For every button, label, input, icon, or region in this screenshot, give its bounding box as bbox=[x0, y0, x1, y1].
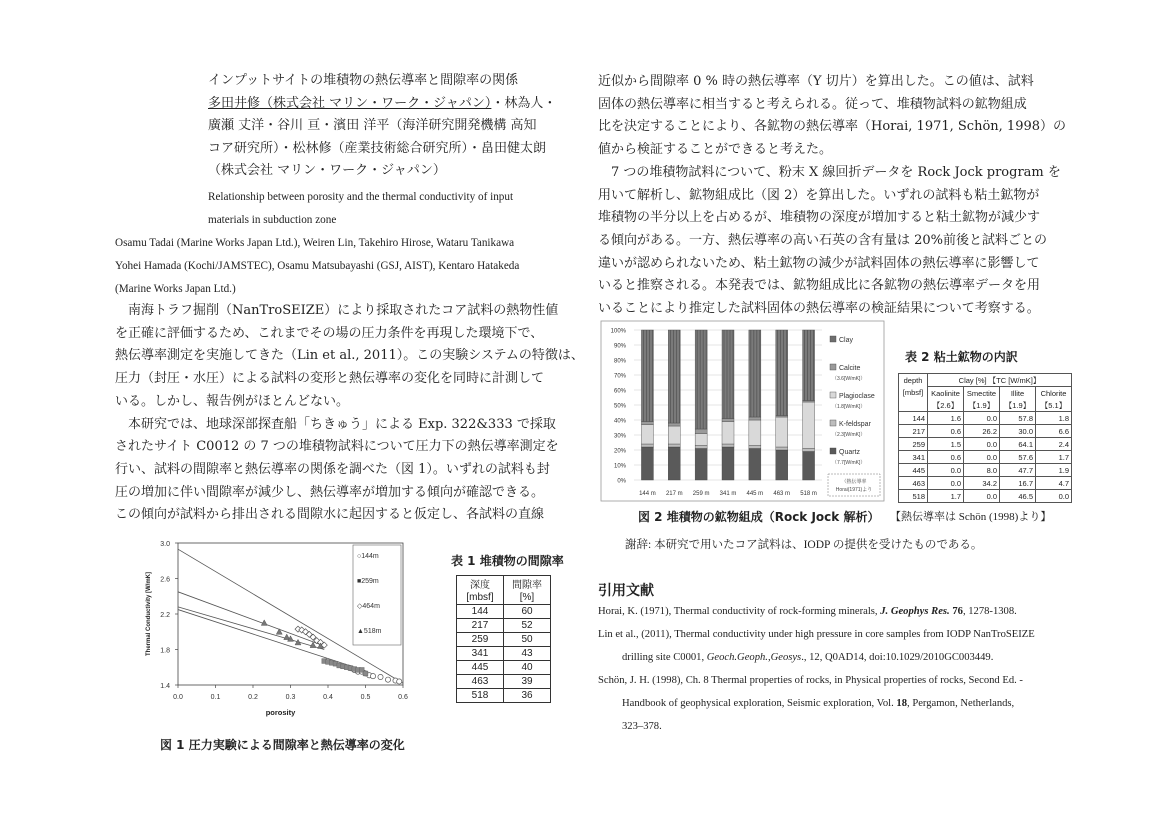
body-right-line: 違いが認められないため、粘土鉱物の減少が試料固体の熱伝導率に影響して bbox=[598, 255, 1040, 271]
fig2-bar-segment-K-feldspar bbox=[749, 446, 761, 449]
fig2-bar-segment-Quartz bbox=[668, 447, 680, 480]
body-right-line: 用いて解析し、鉱物組成比（図 2）を算出した。いずれの試料も粘土鉱物が bbox=[598, 187, 1040, 203]
fig1-scatter-chart bbox=[140, 535, 425, 725]
table2-cell: 16.7 bbox=[1000, 477, 1036, 490]
fig2-legend-sub: （7.7[W/mK]） bbox=[832, 460, 866, 466]
table2-cell: 1.7 bbox=[1036, 451, 1072, 464]
fig1-caption: 図 1 圧力実験による間隙率と熱伝導率の変化 bbox=[160, 738, 405, 752]
table2-header-row bbox=[899, 387, 1072, 400]
fig2-stacked-bar-chart bbox=[600, 320, 885, 502]
fig1-point-144m bbox=[397, 679, 402, 684]
table2-depth-header: depth bbox=[899, 374, 928, 387]
body-right-line: 近似から間隙率 0 % 時の熱伝導率（Y 切片）を算出した。この値は、試料 bbox=[598, 74, 1034, 89]
fig2-bar-segment-Calcite bbox=[776, 416, 788, 418]
table1-header-row bbox=[457, 576, 551, 592]
table2-cell: 0.0 bbox=[964, 490, 1000, 503]
table2-cell: 64.1 bbox=[1000, 438, 1036, 451]
fig2-y-tick-label: 60% bbox=[613, 388, 626, 395]
acknowledgement: 謝辞: 本研究で用いたコア試料は、IODP の提供を受けたものである。 bbox=[625, 539, 983, 551]
table2-cell: 445 bbox=[899, 464, 928, 477]
table2-cell: 0.0 bbox=[964, 438, 1000, 451]
body-right-line: 比を決定することにより、各鉱物の熱伝導率（Horai, 1971, Schön, 1998）の bbox=[598, 119, 1067, 135]
table2-cell: 341 bbox=[899, 451, 928, 464]
fig2-bar-segment-K-feldspar bbox=[695, 446, 707, 449]
authors-ja-2: 廣瀬 丈洋・谷川 亘・濱田 洋平（海洋研究開発機構 高知 bbox=[208, 118, 537, 133]
table2-tc-header: 【1.9】 bbox=[1000, 399, 1036, 412]
fig2-bar-segment-Plagioclase bbox=[803, 402, 815, 449]
table2-depth-blank bbox=[899, 399, 928, 412]
table1-cell: 341 bbox=[457, 647, 504, 661]
table1-row bbox=[457, 605, 551, 619]
fig2-legend-label: Quartz bbox=[839, 449, 861, 456]
table1-cell: 36 bbox=[504, 689, 551, 703]
fig2-y-tick-label: 70% bbox=[613, 373, 626, 380]
fig2-bar-segment-Plagioclase bbox=[641, 425, 653, 445]
table1-header-cell: 間隙率 bbox=[504, 576, 551, 592]
table1-cell: 52 bbox=[504, 619, 551, 633]
table2-cell: 144 bbox=[899, 412, 928, 425]
fig2-category-label: 445 m bbox=[746, 491, 764, 497]
table1-cell: 463 bbox=[457, 675, 504, 689]
ref-2-text: drilling site C0001, bbox=[622, 652, 707, 663]
fig2-legend-swatch bbox=[830, 448, 836, 454]
fig1-fit-line-464m bbox=[178, 592, 324, 646]
table2-cell: 34.2 bbox=[964, 477, 1000, 490]
references-list bbox=[598, 600, 1058, 738]
fig2-bar-segment-K-feldspar bbox=[722, 444, 734, 447]
title-en-2: materials in subduction zone bbox=[208, 214, 337, 226]
fig2-legend-swatch bbox=[830, 420, 836, 426]
fig2-bar-segment-Plagioclase bbox=[695, 434, 707, 446]
table2-caption: 表 2 粘土鉱物の内訳 bbox=[905, 350, 1018, 364]
authors-ja-3: コア研究所）・松林修（産業技術総合研究所）・畠田健太朗 bbox=[208, 140, 547, 156]
fig1-x-tick-label: 0.5 bbox=[360, 694, 371, 701]
table1-header-cell: [mbsf] bbox=[457, 591, 504, 605]
table1-header-cell: [%] bbox=[504, 591, 551, 605]
table1-cell: 445 bbox=[457, 661, 504, 675]
fig2-legend-label: Clay bbox=[839, 337, 854, 344]
table2-cell: 0.0 bbox=[1036, 490, 1072, 503]
ref-3-volume: 18 bbox=[896, 698, 908, 709]
fig2-legend-label: Plagioclase bbox=[839, 393, 875, 400]
body-left-line: 本研究では、地球深部探査船「ちきゅう」による Exp. 322&333 で採取 bbox=[115, 416, 556, 432]
ref-1-volume: 76 bbox=[949, 606, 963, 617]
fig1-point-144m bbox=[385, 677, 390, 682]
fig2-note: 【熱伝導率は Schön (1998)より】 bbox=[890, 511, 1052, 523]
table2-cell: 0.0 bbox=[928, 477, 964, 490]
body-right-line: いると推察される。本発表では、鉱物組成比に各鉱物の熱伝導率データを用 bbox=[598, 278, 1041, 294]
fig2-y-tick-label: 20% bbox=[613, 448, 626, 455]
fig1-x-axis-label: porosity bbox=[265, 708, 296, 717]
fig1-x-tick-label: 0.2 bbox=[248, 694, 258, 701]
fig2-category-label: 341 m bbox=[719, 491, 737, 497]
title-ja bbox=[208, 70, 563, 183]
fig2-bar-segment-K-feldspar bbox=[641, 444, 653, 447]
references-heading: 引用文献 bbox=[598, 583, 654, 599]
table2-mineral-header: Kaolinite bbox=[928, 387, 964, 400]
fig2-bar-segment-Calcite bbox=[749, 417, 761, 420]
fig1-point-518m bbox=[276, 629, 282, 635]
table2-cell: 26.2 bbox=[964, 425, 1000, 438]
table2-row bbox=[899, 438, 1072, 451]
fig2-bar-segment-Quartz bbox=[695, 449, 707, 481]
fig2-bar-segment-Quartz bbox=[803, 452, 815, 481]
fig2-y-tick-label: 50% bbox=[613, 403, 626, 410]
authors-en-2: Yohei Hamada (Kochi/JAMSTEC), Osamu Matsubayashi (GSJ, AIST), Kentaro Hatakeda bbox=[115, 260, 520, 272]
authors-en bbox=[115, 232, 565, 301]
ref-3-tail: , Pergamon, Netherlands, bbox=[907, 698, 1015, 709]
title-en bbox=[208, 186, 563, 232]
fig1-x-tick-label: 0.3 bbox=[285, 694, 296, 701]
table1-cell: 518 bbox=[457, 689, 504, 703]
fig2-bar-segment-K-feldspar bbox=[803, 449, 815, 452]
table2-cell: 30.0 bbox=[1000, 425, 1036, 438]
body-right-line: 7 つの堆積物試料について、粉末 X 線回折データを Rock Jock program を bbox=[598, 164, 1061, 180]
authors-ja-1 bbox=[208, 93, 563, 116]
table1-row bbox=[457, 647, 551, 661]
table1-cell: 259 bbox=[457, 633, 504, 647]
fig2-category-label: 518 m bbox=[800, 491, 817, 497]
body-left-line: 行い、試料の間隙率と熱伝導率の関係を調べた（図 1）。いずれの試料も封 bbox=[115, 461, 550, 477]
fig2-legend-swatch bbox=[830, 336, 836, 342]
table2-tc-header: 【5.1】 bbox=[1036, 399, 1072, 412]
fig2-legend-sub: （3.6[W/mK]） bbox=[832, 376, 866, 382]
first-author: 多田井修（株式会社 マリン・ワーク・ジャパン） bbox=[208, 95, 492, 111]
table2-mineral-header: Illite bbox=[1000, 387, 1036, 400]
fig2-caption: 図 2 堆積物の鉱物組成（Rock Jock 解析） bbox=[638, 510, 880, 524]
table2-cell: 57.8 bbox=[1000, 412, 1036, 425]
fig1-x-tick-label: 0.1 bbox=[210, 694, 221, 701]
table1-cell: 144 bbox=[457, 605, 504, 619]
fig1-x-tick-label: 0.4 bbox=[323, 694, 333, 701]
table2-cell: 47.7 bbox=[1000, 464, 1036, 477]
authors-ja-1-rest: ・林為人・ bbox=[491, 95, 557, 111]
fig2-bar-segment-Quartz bbox=[641, 447, 653, 480]
body-right-line: 堆積物の半分以上を占めるが、堆積物の深度が増加すると粘土鉱物が減少す bbox=[598, 210, 1041, 226]
table1-cell: 50 bbox=[504, 633, 551, 647]
table2-mineral-header: Smectite bbox=[964, 387, 1000, 400]
body-left-line: いる。しかし、報告例がほとんどない。 bbox=[115, 393, 350, 409]
table1-row bbox=[457, 633, 551, 647]
table2-row bbox=[899, 451, 1072, 464]
ref-3: Schön, J. H. (1998), Ch. 8 Thermal properties of rocks, in Physical properties of rocks, Second Ed. - bbox=[598, 675, 1023, 686]
table1-cell: 43 bbox=[504, 647, 551, 661]
body-left-line: この傾向が試料から排出される間隙水に起因すると仮定し、各試料の直線 bbox=[115, 507, 545, 523]
ref-2-cont bbox=[598, 646, 1058, 669]
table2-cell: 6.6 bbox=[1036, 425, 1072, 438]
fig2-bar-segment-K-feldspar bbox=[668, 444, 680, 447]
table2-mineral-header: Chlorite bbox=[1036, 387, 1072, 400]
table2-cell: 518 bbox=[899, 490, 928, 503]
table2-row bbox=[899, 490, 1072, 503]
table2-cell: 2.4 bbox=[1036, 438, 1072, 451]
table2-tc-header: 【1.9】 bbox=[964, 399, 1000, 412]
fig1-point-144m bbox=[370, 674, 375, 679]
fig1-point-259m bbox=[363, 671, 368, 676]
fig2-legend-label: Calcite bbox=[839, 365, 861, 372]
table2-cell: 1.8 bbox=[1036, 412, 1072, 425]
body-left-line: 南海トラフ掘削（NanTroSEIZE）により採取されたコア試料の熱物性値 bbox=[115, 303, 559, 318]
fig2-y-tick-label: 10% bbox=[613, 463, 626, 470]
table1-header-row bbox=[457, 591, 551, 605]
ref-1-text: Horai, K. (1971), Thermal conductivity of rock-forming minerals, bbox=[598, 606, 881, 617]
fig2-bar-segment-Calcite bbox=[641, 422, 653, 425]
table2-row bbox=[899, 464, 1072, 477]
table1-row bbox=[457, 661, 551, 675]
fig2-bar-segment-Calcite bbox=[695, 429, 707, 434]
body-left-line: 熱伝導率測定を実施してきた（Lin et al., 2011）。この実験システムの特徴は、 bbox=[115, 348, 584, 364]
fig2-y-tick-label: 90% bbox=[613, 343, 626, 350]
fig1-x-tick-label: 0.0 bbox=[173, 694, 183, 701]
table1-caption: 表 1 堆積物の間隙率 bbox=[451, 554, 564, 568]
ref-2-journal: Geoch.Geoph.,Geosys bbox=[706, 652, 802, 663]
ref-2: Lin et al., (2011), Thermal conductivity under high pressure in core samples from IODP NanTroSEIZE bbox=[598, 629, 1035, 640]
table1-cell: 39 bbox=[504, 675, 551, 689]
fig1-point-144m bbox=[378, 674, 383, 679]
fig2-legend-swatch bbox=[830, 392, 836, 398]
fig1-y-tick-label: 1.4 bbox=[160, 683, 170, 690]
fig1-y-tick-label: 2.2 bbox=[160, 612, 170, 619]
fig2-bar-segment-Plagioclase bbox=[668, 426, 680, 444]
table2-tc-header: 【2.6】 bbox=[928, 399, 964, 412]
fig1-y-tick-label: 1.8 bbox=[160, 647, 170, 655]
ref-3-text: Handbook of geophysical exploration, Seismic exploration, Vol. bbox=[622, 698, 897, 709]
fig2-y-tick-label: 40% bbox=[613, 418, 626, 425]
ref-1-journal: J. Geophys Res. bbox=[880, 606, 950, 617]
authors-en-3: (Marine Works Japan Ltd.) bbox=[115, 283, 236, 295]
table2-row bbox=[899, 425, 1072, 438]
fig2-category-label: 144 m bbox=[639, 491, 656, 497]
authors-ja-4: （株式会社 マリン・ワーク・ジャパン） bbox=[208, 163, 446, 178]
table2-row bbox=[899, 412, 1072, 425]
fig2-category-label: 259 m bbox=[692, 491, 710, 497]
fig1-legend-entry: ○144m bbox=[357, 553, 379, 560]
ref-3-cont bbox=[598, 692, 1058, 715]
fig2-legend-swatch bbox=[830, 364, 836, 370]
ref-1-pages: , 1278-1308. bbox=[962, 606, 1017, 617]
fig1-y-axis-label: Thermal Conductivity [W/mK] bbox=[146, 571, 152, 657]
fig2-bar-segment-Quartz bbox=[749, 449, 761, 481]
fig2-legend-sub: （2.3[W/mK]） bbox=[832, 432, 866, 438]
table1-row bbox=[457, 675, 551, 689]
fig2-y-tick-label: 0% bbox=[617, 478, 626, 485]
fig2-bar-segment-Plagioclase bbox=[749, 420, 761, 446]
fig2-category-label: 217 m bbox=[665, 491, 683, 497]
ref-2-tail: ., 12, Q0AD14, doi:10.1029/2010GC003449. bbox=[801, 652, 994, 663]
table2-cell: 1.9 bbox=[1036, 464, 1072, 477]
fig2-legend-note: （熱伝導率 bbox=[841, 479, 867, 485]
fig1-y-tick-label: 3.0 bbox=[160, 541, 170, 548]
body-left-line: 圧の増加に伴い間隙率が減少し、熱伝導率が増加する傾向が確認できる。 bbox=[115, 484, 545, 500]
body-right-line: 値から検証することができると考えた。 bbox=[598, 142, 833, 158]
fig1-legend-entry: ▲518m bbox=[357, 628, 382, 635]
fig2-legend-sub: （1.8[W/mK]） bbox=[832, 404, 866, 410]
table2-cell: 1.7 bbox=[928, 490, 964, 503]
table2-cell: 0.0 bbox=[928, 464, 964, 477]
body-left-line: を正確に評価するため、これまでその場の圧力条件を再現した環境下で、 bbox=[115, 325, 544, 341]
table2-cell: 46.5 bbox=[1000, 490, 1036, 503]
fig2-y-tick-label: 100% bbox=[610, 328, 626, 335]
fig2-bar-segment-Calcite bbox=[803, 401, 815, 403]
fig2-bar-segment-Quartz bbox=[722, 447, 734, 480]
title-en-1: Relationship between porosity and the thermal conductivity of input bbox=[208, 191, 514, 203]
ref-3-pages: 323–378. bbox=[622, 721, 662, 732]
table1-cell: 217 bbox=[457, 619, 504, 633]
table2-cell: 1.5 bbox=[928, 438, 964, 451]
table2 bbox=[898, 373, 1072, 503]
fig2-bar-segment-Calcite bbox=[722, 419, 734, 422]
table2-cell: 8.0 bbox=[964, 464, 1000, 477]
title-ja-text: インプットサイトの堆積物の熱伝導率と間隙率の関係 bbox=[208, 73, 519, 88]
body-left bbox=[115, 300, 584, 527]
table2-cell: 463 bbox=[899, 477, 928, 490]
table2-cell: 57.6 bbox=[1000, 451, 1036, 464]
table1-header-cell: 深度 bbox=[457, 576, 504, 592]
fig2-bar-segment-Plagioclase bbox=[722, 422, 734, 445]
table2-group-header: Clay [%] 【TC [W/mK]】 bbox=[928, 374, 1072, 387]
fig1-y-tick-label: 2.6 bbox=[160, 576, 170, 584]
table2-header-row bbox=[899, 399, 1072, 412]
body-right-line: いることにより推定した試料固体の熱伝導率の検証結果について考察する。 bbox=[598, 301, 1040, 317]
table1 bbox=[456, 575, 551, 703]
table1-cell: 60 bbox=[504, 605, 551, 619]
ref-1 bbox=[598, 600, 1058, 623]
fig2-y-tick-label: 80% bbox=[613, 358, 626, 365]
table2-cell: 1.6 bbox=[928, 412, 964, 425]
table2-cell: 217 bbox=[899, 425, 928, 438]
table2-depth-unit: [mbsf] bbox=[899, 387, 928, 400]
table1-row bbox=[457, 689, 551, 703]
table1-cell: 40 bbox=[504, 661, 551, 675]
table2-cell: 0.0 bbox=[964, 451, 1000, 464]
body-right-line: る傾向がある。一方、熱伝導率の高い石英の含有量は 20%前後と試料ごとの bbox=[598, 232, 1048, 248]
table2-row bbox=[899, 477, 1072, 490]
body-left-line: 圧力（封圧・水圧）による試料の変形と熱伝導率の変化を同時に計測して bbox=[115, 371, 545, 387]
table2-cell: 259 bbox=[899, 438, 928, 451]
table1-row bbox=[457, 619, 551, 633]
table2-cell: 0.6 bbox=[928, 425, 964, 438]
table2-cell: 4.7 bbox=[1036, 477, 1072, 490]
table2-header-row bbox=[899, 374, 1072, 387]
body-right bbox=[598, 71, 1067, 321]
fig2-bar-segment-Plagioclase bbox=[776, 417, 788, 447]
body-left-line: されたサイト C0012 の 7 つの堆積物試料について圧力下の熱伝導率測定を bbox=[115, 439, 559, 455]
authors-en-1: Osamu Tadai (Marine Works Japan Ltd.), Weiren Lin, Takehiro Hirose, Wataru Tanikawa bbox=[115, 237, 515, 249]
fig1-legend-entry: ■259m bbox=[357, 578, 379, 585]
fig2-category-label: 463 m bbox=[773, 491, 791, 497]
fig1-x-tick-label: 0.6 bbox=[398, 694, 408, 701]
table2-cell: 0.0 bbox=[964, 412, 1000, 425]
fig2-bar-segment-Quartz bbox=[776, 450, 788, 480]
table2-cell: 0.6 bbox=[928, 451, 964, 464]
fig2-bar-segment-Calcite bbox=[668, 423, 680, 426]
fig2-y-tick-label: 30% bbox=[613, 433, 626, 440]
body-right-line: 固体の熱伝導率に相当すると考えられる。従って、堆積物試料の鉱物組成 bbox=[598, 96, 1027, 112]
fig2-legend-label: K-feldspar bbox=[839, 421, 871, 428]
fig2-legend-note: Horai(1971)より bbox=[835, 487, 873, 493]
fig2-bar-segment-K-feldspar bbox=[776, 447, 788, 450]
fig1-legend-entry: ◇464m bbox=[357, 603, 380, 610]
